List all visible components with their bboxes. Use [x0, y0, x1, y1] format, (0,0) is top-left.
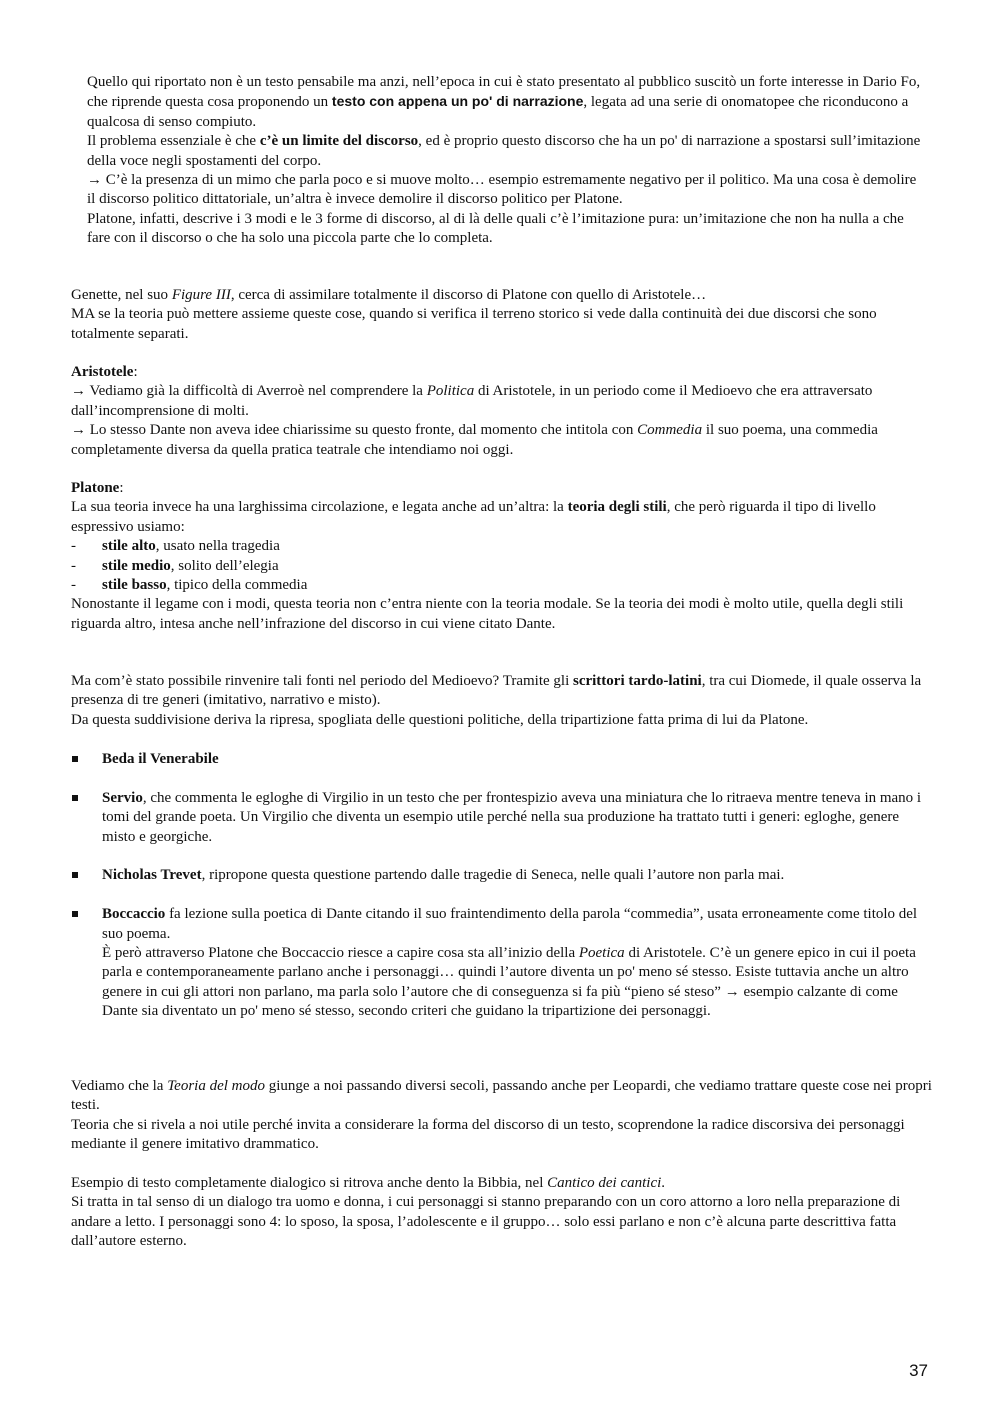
authors-list: [71, 750, 933, 1041]
list-item-trevet: Nicholas Trevet, ripropone questa questione partendo dalle tragedie di Seneca, nelle quali l’autore non parla mai.: [71, 866, 933, 885]
list-item: - stile alto, usato nella tragedia: [71, 537, 933, 556]
paragraph-mimo: → C’è la presenza di un mimo che parla poco e si muove molto… esempio estremamente negativo per il politico. Ma una cosa è demolire il discorso politico dittatoriale, un’altra è invece demolire il discorso politico per Platone.: [87, 172, 917, 208]
paragraph-dario-fo: Quello qui riportato non è un testo pensabile ma anzi, nell’epoca in cui è stato presentato al pubblico suscitò un forte interesse in Dario Fo, che riprende questa cosa proponendo un testo con appena un po' di narrazione, legata ad una serie di onomatopee che riconducono a qualcosa di senso compiuto.: [87, 74, 921, 130]
dash-bullet: -: [71, 538, 76, 555]
paragraph-dialogo: Si tratta in tal senso di un dialogo tra uomo e donna, i cui personaggi si stanno preparando con un coro attorno a loro nella preparazione di andare a letto. I personaggi sono 4: lo sposo, la sposa, l’adolescente e il gruppo… solo essi parlano e non c’è alcuna parte descrittiva fatta dall’autore esterno.: [71, 1194, 901, 1250]
paragraph-averroe: → Vediamo già la difficoltà di Averroè nel comprendere la Politica di Aristotele, in un periodo come il Medioevo che era attraversato dall’incomprensione di molti.: [71, 383, 873, 419]
square-bullet-icon: [71, 789, 102, 847]
bold-phrase: teoria degli stili: [567, 499, 667, 516]
paragraph-teoria-utile: Teoria che si rivela a noi utile perché invita a considerare la forma del discorso di un testo, scoprendone la radice discorsiva dei personaggi mediante il genere imitativo drammatico.: [71, 1116, 905, 1153]
italic-title: Poetica: [578, 945, 625, 962]
dash-bullet: -: [71, 557, 76, 574]
paragraph-platone-modi: Platone, infatti, descrive i 3 modi e le 3 forme di discorso, al di là delle quali c’è l’imitazione pura: un’imitazione che non ha nulla a che fare con il discorso o che ha solo una piccola parte che lo completa.: [87, 210, 904, 247]
medioevo-section: [71, 672, 933, 730]
intro-section: [87, 73, 927, 249]
italic-title: Commedia: [637, 422, 703, 439]
paragraph-teoria-modo: Vediamo che la Teoria del modo giunge a noi passando diversi secoli, passando anche per Leopardi, che vediamo trattare queste cose nei propri testi.: [71, 1078, 932, 1114]
paragraph-legame-modi: Nonostante il legame con i modi, questa teoria non c’entra niente con la teoria modale. Se la teoria dei modi è molto utile, quella degli stili riguarda altro, intesa anche nell’infrazione del discorso in cui viene citato Dante.: [71, 596, 904, 632]
square-bullet-icon: [71, 750, 102, 769]
aristotele-section: [71, 363, 933, 460]
bold-phrase: scrittori tardo-latini: [572, 673, 702, 689]
platone-section: [71, 479, 933, 634]
paragraph-genette: Genette, nel suo Figure III, cerca di assimilare totalmente il discorso di Platone con quello di Aristotele…: [71, 287, 707, 303]
paragraph-teoria-stili: La sua teoria invece ha una larghissima circolazione, e legata anche ad un’altra: la teoria degli stili, che però riguarda il tipo di livello espressivo usiamo:: [71, 499, 876, 535]
list-item: - stile basso, tipico della commedia: [71, 576, 933, 595]
genette-section: [71, 286, 933, 344]
list-item-servio: Servio, che commenta le egloghe di Virgilio in un testo che per frontespizio aveva una miniatura che lo ritraeva mentre teneva in mano i tomi del grande poeta. Un Virgilio che diventa un esempio utile perché nella sua produzione ha trattato tutti i generi: egloghe, genere misto e georgiche.: [71, 789, 933, 847]
paragraph-dante-commedia: → Lo stesso Dante non aveva idee chiarissime su questo fronte, dal momento che intitola con Commedia il suo poema, una commedia completamente diversa da quella pratica teatrale che intendiamo noi oggi.: [71, 422, 878, 458]
section-heading-platone: Platone:: [71, 480, 124, 496]
square-bullet-icon: [71, 905, 102, 1021]
bold-phrase: c’è un limite del discorso: [259, 133, 419, 150]
paragraph-teoria-storia: MA se la teoria può mettere assieme queste cose, quando si verifica il terreno storico si vede dalla continuità dei due discorsi che sono totalmente separati.: [71, 306, 877, 342]
italic-title: Cantico dei cantici: [547, 1175, 662, 1191]
teoria-modo-section: [71, 1077, 933, 1155]
list-item-beda: Beda il Venerabile: [71, 750, 933, 769]
italic-title: Figure III: [171, 287, 231, 303]
paragraph-fonti-medioevo: Ma com’è stato possibile rinvenire tali fonti nel periodo del Medioevo? Tramite gli scrittori tardo-latini, tra cui Diomede, il quale osserva la presenza di tre generi (imitativo, narrativo e misto).: [71, 673, 922, 709]
italic-title: Politica: [426, 383, 475, 400]
cantico-section: [71, 1174, 933, 1252]
italic-title: Teoria del modo: [167, 1078, 266, 1094]
page-number: 37: [909, 1361, 928, 1380]
list-item-boccaccio: Boccaccio fa lezione sulla poetica di Dante citando il suo fraintendimento della parola “commedia”, usata erroneamente come titolo del suo poema. È però attraverso Platone che Boccaccio riesce a capire cosa sta all’inizio della Poetica di Aristotele. C’è un genere epico in cui il poeta parla e contemporaneamente parlano anche i personaggi… quindi l’autore diventa un po' meno sé stesso. Esiste tuttavia anche un altro genere in cui gli attori non parlano, ma parla solo l’autore che di conseguenza si fa più “pieno sé steso” → esempio calzante di come Dante sia diventato un po' meno sé stesso, secondo criteri che guidano la tripartizione dei personaggi.: [71, 905, 933, 1021]
paragraph-limite-discorso: Il problema essenziale è che c’è un limite del discorso, ed è proprio questo discorso che ha un po' di narrazione a spostarsi sull’imitazione della voce negli spostamenti del corpo.: [87, 133, 921, 169]
dash-bullet: -: [71, 577, 76, 594]
paragraph-tripartizione: Da questa suddivisione deriva la ripresa, spogliata delle questioni politiche, della tripartizione fatta prima di lui da Platone.: [71, 711, 809, 728]
section-heading-aristotele: Aristotele:: [71, 364, 138, 380]
list-item: - stile medio, solito dell’elegia: [71, 557, 933, 576]
bold-phrase: testo con appena un po' di narrazione: [331, 93, 584, 110]
paragraph-bibbia: Esempio di testo completamente dialogico si ritrova anche dento la Bibbia, nel Cantico dei cantici.: [71, 1175, 666, 1191]
square-bullet-icon: [71, 866, 102, 885]
